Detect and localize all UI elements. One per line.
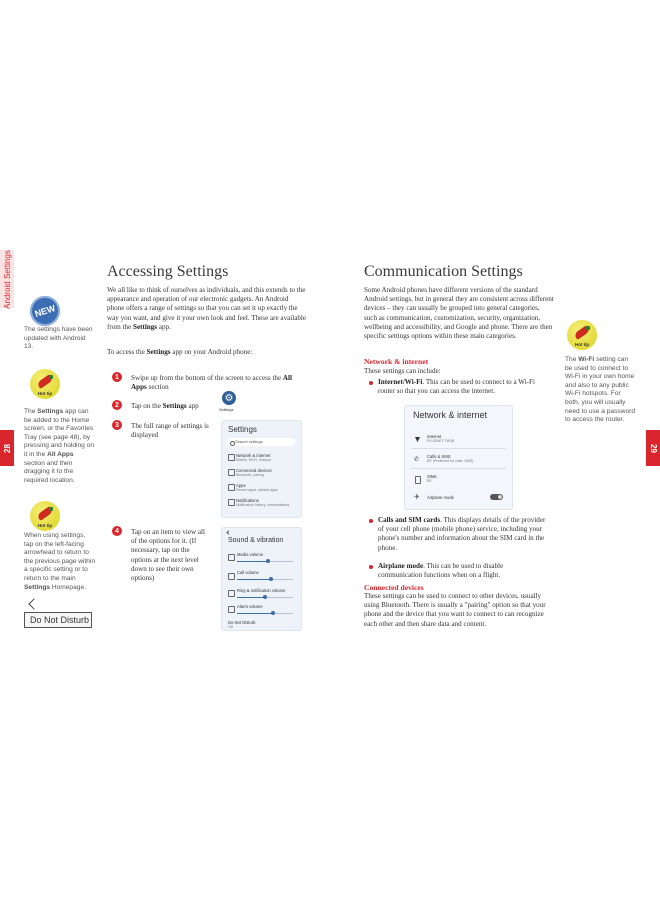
page-number-left: 28	[2, 443, 12, 453]
step-number-1: 1	[112, 372, 122, 382]
media-volume-slider[interactable]	[237, 561, 293, 562]
airplane-toggle[interactable]	[490, 494, 503, 500]
wifi-icon	[415, 437, 420, 442]
settings-screenshot	[221, 420, 302, 518]
bullet-dot	[369, 381, 373, 385]
alarm-volume-icon	[228, 606, 235, 613]
call-volume-slider[interactable]	[237, 579, 293, 580]
volume-label: Call volume	[237, 570, 259, 575]
new-note: The settings have been updated with Android 13.	[24, 326, 93, 351]
airplane-row: Airplane mode	[427, 495, 455, 500]
bullet-airplane: Airplane mode. This can be used to disable communication functions when on a flight.	[378, 562, 504, 580]
page-title-right: Communication Settings	[364, 263, 523, 280]
step-text-4: Tap on an item to view all of the options for it. (If necessary, tap on the options at the next level down to see their own options)	[131, 528, 205, 583]
hot-tip-label: Hot tip	[37, 391, 53, 396]
do-not-disturb-sample: Do Not Disturb	[24, 612, 92, 628]
ring-volume-icon	[228, 590, 235, 597]
step-number-3: 3	[112, 420, 122, 430]
sound-screen-title: Sound & vibration	[228, 537, 284, 544]
phone-icon: ✆	[414, 457, 420, 463]
hot-tip-note-right: The Wi-Fi setting can be used to connect to Wi-Fi in your own home and also to any public Wi-Fi hotspots. For both, you will usually need to use a password to access the router.	[565, 356, 636, 424]
back-arrow-icon	[28, 598, 39, 609]
devices-icon	[228, 469, 235, 476]
network-row: Internet PLUSNET-7WJB	[427, 434, 455, 443]
hot-tip-label: Hot tip	[37, 523, 53, 528]
sim-icon	[415, 476, 421, 484]
lead-left: To access the Settings app on your Android phone:	[107, 348, 253, 356]
toggle-knob	[498, 495, 502, 499]
step-number-2: 2	[112, 400, 122, 410]
pepper-stem-icon	[49, 507, 53, 511]
settings-search-bar: Search settings	[227, 438, 295, 446]
volume-label: Alarm volume	[237, 604, 263, 609]
page-title-left: Accessing Settings	[107, 263, 229, 280]
hot-tip-badge-1	[30, 369, 60, 399]
divider	[411, 468, 506, 469]
pepper-stem-icon	[586, 326, 590, 330]
airplane-icon: ✈	[414, 494, 420, 501]
page-number-right: 29	[648, 443, 658, 453]
volume-label: Media volume	[237, 552, 264, 557]
network-screenshot	[404, 405, 513, 510]
page-number-tab-right	[646, 430, 660, 466]
settings-app-label: Settings	[219, 407, 234, 412]
alarm-volume-slider[interactable]	[237, 613, 293, 614]
section-text-devices: These settings can be used to connect to other devices, usually using Bluetooth. There is usually a "pairing" option so that your phone and the device that you want to connect to can recognize each other and then share data and content.	[364, 592, 546, 628]
settings-row: Connected devices Bluetooth, pairing	[236, 468, 272, 477]
search-icon	[230, 441, 235, 446]
network-screen-title: Network & internet	[413, 410, 488, 420]
running-head-text: Android Settings	[2, 249, 12, 309]
sound-screenshot	[221, 527, 302, 631]
intro-right: Some Android phones have different versions of the standard Android settings, but in general they are consistent across different devices – they can usually be grouped into general categories, such as communication, customization, security, organization, wellbeing and accessibility, and Google and phone. There are then specific settings options within these main categories.	[364, 286, 554, 341]
back-arrow-icon	[226, 530, 230, 534]
notifications-icon	[228, 499, 235, 506]
hot-tip-label: Hot tip	[574, 342, 590, 347]
settings-gear-icon: ⚙	[222, 391, 236, 405]
hot-tip-badge-2	[30, 501, 60, 531]
volume-label: Ring & notification volume	[237, 588, 286, 593]
bullet-calls: Calls and SIM cards. This displays details of the provider of your cell phone (mobile phone) service, including your phone's number and information about the SIM card in the phone.	[378, 516, 546, 552]
apps-icon	[228, 484, 235, 491]
hot-tip-note-1: The Settings app can be added to the Home screen, or the Favorites Tray (see page 48), by pressing and holding on it in the All Apps section and then dragging it to the required location.	[24, 408, 95, 484]
pepper-stem-icon	[49, 375, 53, 379]
settings-row: Notifications Notification history, conversations	[236, 498, 290, 507]
network-icon	[228, 454, 235, 461]
dnd-row: Do Not Disturb Off	[228, 620, 256, 629]
step-text-1: Swipe up from the bottom of the screen to access the All Apps section	[131, 374, 292, 392]
section-heading-network: Network & internet	[364, 357, 429, 366]
network-row: Calls & SMS EE (Preferred for calls, SMS)	[427, 454, 474, 463]
section-heading-devices: Connected devices	[364, 583, 424, 592]
hot-tip-badge-right	[567, 320, 597, 350]
call-volume-icon	[228, 573, 235, 580]
step-number-4: 4	[112, 526, 122, 536]
settings-screen-title: Settings	[228, 425, 257, 434]
step-text-2: Tap on the Settings app	[131, 402, 199, 410]
settings-row: Network & internet Mobile, Wi-Fi, hotspot	[236, 453, 271, 462]
running-head-tab	[0, 250, 14, 308]
intro-left: We all like to think of ourselves as individuals, and this extends to the appearance and operation of our electronic gadgets. An Android phone offers a range of settings so that you can set it up exactly the way you want, and give it your own look and feel. These are available from the Settings app.	[107, 286, 307, 331]
settings-row: Apps Recent apps, default apps	[236, 483, 278, 492]
hot-tip-note-2: When using settings, tap on the left-facing arrowhead to return to the previous page within a specific setting or to return to the main Settings Homepage.	[24, 532, 96, 591]
divider	[411, 448, 506, 449]
step-text-3: The full range of settings is displayed	[131, 422, 209, 440]
section-lead-network: These settings can include:	[364, 367, 441, 375]
bullet-dot	[369, 519, 373, 523]
bullet-internet: Internet/Wi-Fi. This can be used to connect to a Wi-Fi router so that you can access the internet.	[378, 378, 535, 396]
page-number-tab-left	[0, 430, 14, 466]
bullet-dot	[369, 565, 373, 569]
new-badge	[26, 292, 64, 330]
ring-volume-slider[interactable]	[237, 597, 293, 598]
network-row: SIMs EE	[427, 474, 437, 483]
media-volume-icon	[228, 554, 235, 561]
new-badge-text: NEW	[33, 303, 57, 319]
